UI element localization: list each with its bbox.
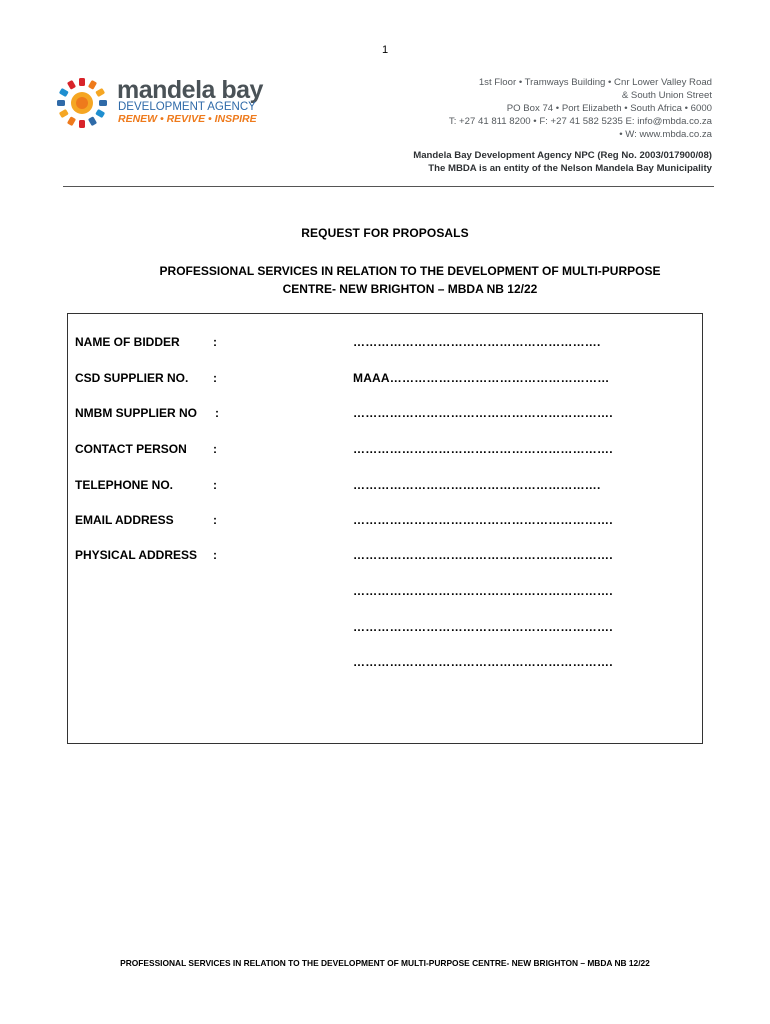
logo-name: mandela bay (117, 76, 263, 104)
company-line: Mandela Bay Development Agency NPC (Reg No. 2003/017900/08) (413, 150, 712, 161)
field-label: TELEPHONE NO. (75, 478, 174, 492)
field-label: EMAIL ADDRESS (75, 513, 174, 527)
field-label: CSD SUPPLIER NO. (75, 371, 189, 385)
company-line: The MBDA is an entity of the Nelson Mandela Bay Municipality (428, 163, 712, 174)
contact-address (372, 76, 712, 141)
subtitle-line: CENTRE- NEW BRIGHTON – MBDA NB 12/22 (282, 282, 538, 296)
address-line: & South Union Street (621, 90, 712, 102)
mbda-logo (55, 76, 275, 130)
field-colon: : (213, 442, 217, 456)
page-number: 1 (381, 44, 389, 56)
field-colon: : (213, 478, 217, 492)
field-label: NAME OF BIDDER (75, 335, 180, 349)
field-value[interactable]: ………………………………………………………. (353, 548, 613, 562)
field-value[interactable]: ……………………………………………………. (353, 335, 601, 349)
physical-address-line-2[interactable]: ………………………………………………………. (353, 584, 613, 598)
logo-subtitle: DEVELOPMENT AGENCY (118, 101, 256, 113)
header-divider (63, 186, 714, 187)
field-colon: : (213, 335, 217, 349)
mbda-logo-mark-icon (55, 76, 109, 130)
address-line: 1st Floor • Tramways Building • Cnr Lower Valley Road (478, 77, 712, 88)
address-line: PO Box 74 • Port Elizabeth • South Africa • 6000 (506, 103, 712, 115)
field-value[interactable]: ………………………………………………………. (353, 442, 613, 456)
logo-tagline: RENEW • REVIVE • INSPIRE (118, 113, 257, 125)
field-value[interactable]: ………………………………………………………. (353, 406, 613, 420)
field-label: NMBM SUPPLIER NO (75, 406, 198, 420)
field-colon: : (213, 513, 217, 527)
physical-address-line-3[interactable]: ………………………………………………………. (353, 620, 613, 634)
document-subtitle (120, 262, 700, 298)
document-title: REQUEST FOR PROPOSALS (301, 226, 469, 240)
field-label: CONTACT PERSON (75, 442, 187, 456)
company-registration (352, 149, 712, 175)
field-label: PHYSICAL ADDRESS (75, 548, 198, 562)
field-colon: : (215, 406, 219, 420)
page-footer: PROFESSIONAL SERVICES IN RELATION TO THE DEVELOPMENT OF MULTI-PURPOSE CENTRE- NEW BRIGHTON – MBDA NB 12/22 (120, 958, 650, 968)
field-colon: : (213, 371, 217, 385)
subtitle-line: PROFESSIONAL SERVICES IN RELATION TO THE DEVELOPMENT OF MULTI-PURPOSE (159, 264, 661, 278)
field-colon: : (213, 548, 217, 562)
field-value[interactable]: MAAA……………………………………………… (353, 371, 610, 385)
address-line: T: +27 41 811 8200 • F: +27 41 582 5235 E: info@mbda.co.za (448, 116, 712, 128)
field-value[interactable]: ………………………………………………………. (353, 513, 613, 527)
address-line: • W: www.mbda.co.za (619, 129, 712, 141)
field-value[interactable]: ……………………………………………………. (353, 478, 601, 492)
physical-address-line-4[interactable]: ………………………………………………………. (353, 655, 613, 669)
